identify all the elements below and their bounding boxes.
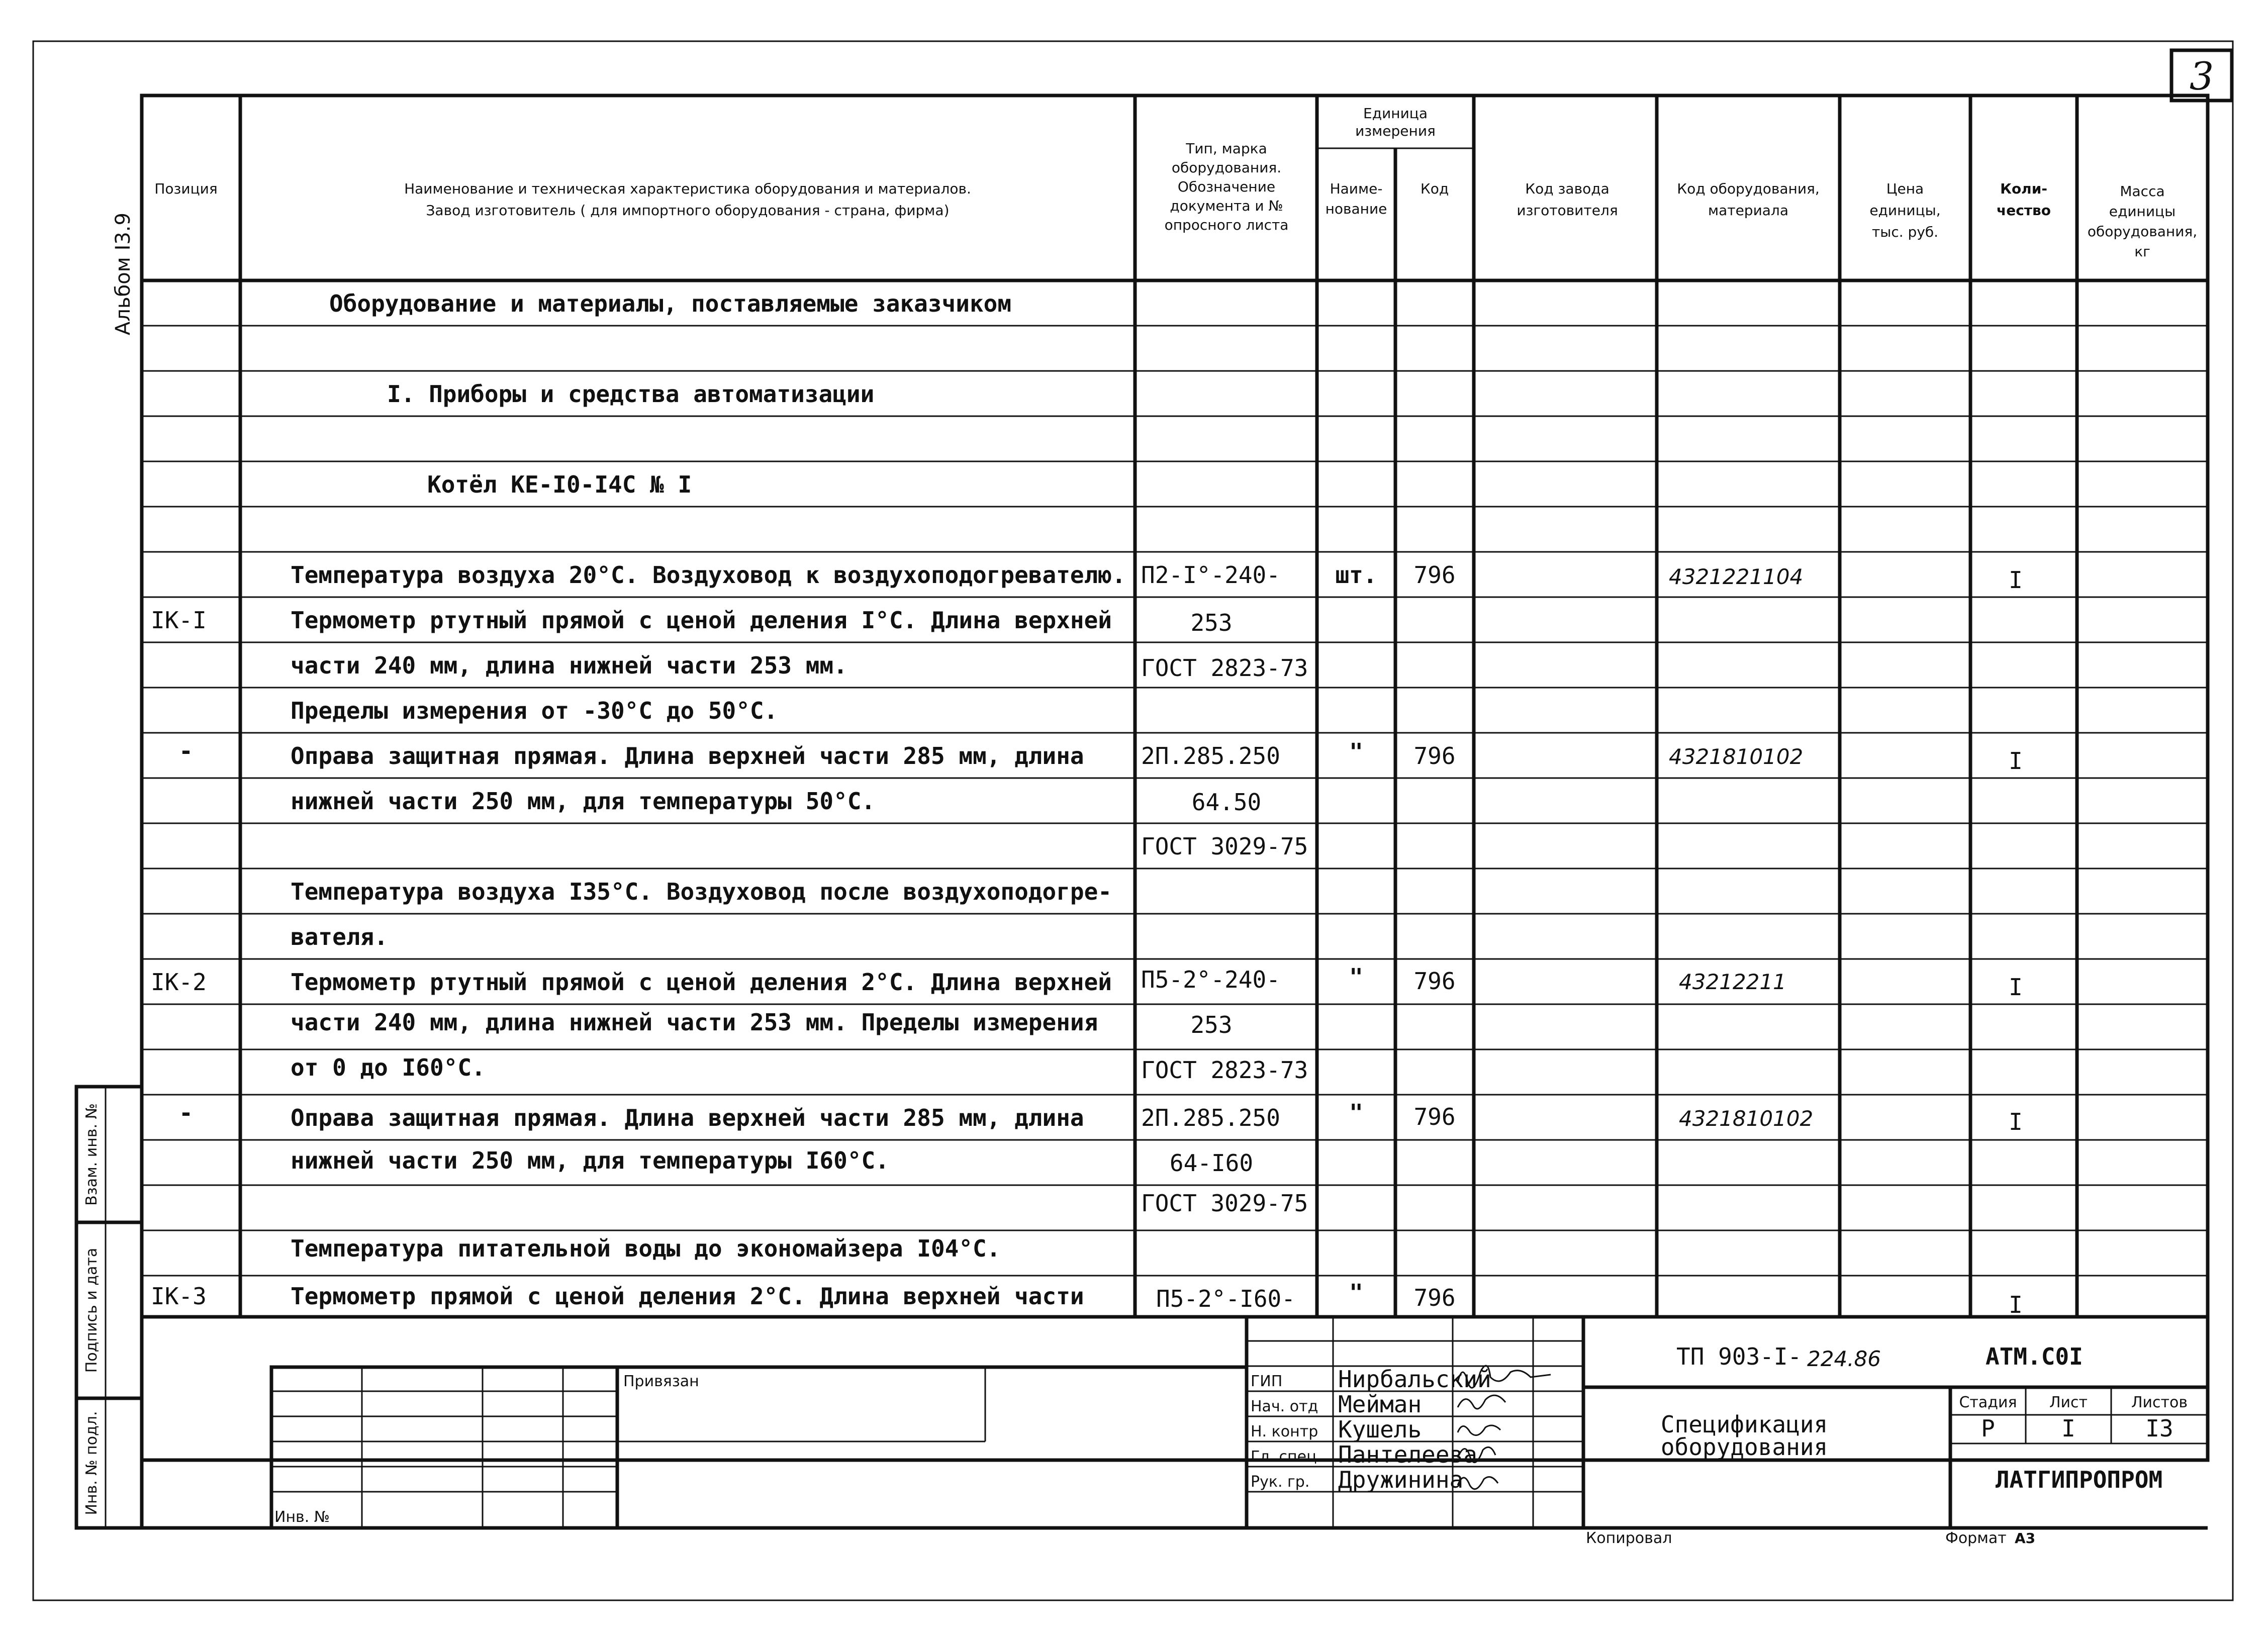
header-mass-line3: оборудования, [2087, 223, 2198, 240]
row-name: Оборудование и материалы, поставляемые заказчиком [329, 290, 1012, 317]
table-row [291, 697, 778, 724]
role-gip: ГИП [1251, 1373, 1283, 1390]
row-type: 2П.285.250 [1141, 742, 1280, 769]
header-price-line3: тыс. руб. [1871, 224, 1939, 240]
album-label: Альбом I3.9 [112, 213, 135, 335]
signature-n-kontr [1458, 1425, 1500, 1435]
header-unit-line2: измерения [1355, 123, 1436, 139]
row-code: 796 [1413, 968, 1456, 995]
row-type: 253 [1190, 1011, 1233, 1038]
table-row [1141, 833, 1308, 860]
sheet-label: Лист [2049, 1394, 2088, 1411]
side-stamp-vzam: Взам. инв. № [83, 1103, 101, 1206]
table-row [291, 561, 2023, 594]
row-name: Температура воздуха I35°С. Воздуховод после воздухоподогре- [291, 878, 1112, 905]
row-name: Термометр прямой с ценой деления 2°С. Длина верхней части [291, 1283, 1084, 1310]
header-unit-name-line2: нование [1325, 201, 1387, 217]
row-equip: 4321221104 [1669, 564, 1804, 589]
header-mass-line1: Масса [2120, 183, 2165, 200]
row-name: Пределы измерения от -30°С до 50°С. [291, 697, 778, 724]
row-name: от 0 до I60°С. [291, 1054, 486, 1081]
header-price-line1: Цена [1886, 180, 1924, 197]
row-qty: I [2009, 566, 2023, 594]
row-equip: 4321810102 [1679, 1106, 1814, 1131]
name-gl-spec: Пантелеева [1338, 1441, 1477, 1468]
header-type-line1: Тип, марка [1186, 140, 1267, 157]
row-equip: 4321810102 [1669, 744, 1804, 769]
header-mass-line2: единицы [2109, 203, 2176, 220]
header-type-line3: Обозначение [1177, 178, 1276, 195]
row-qty: I [2009, 1291, 2023, 1318]
name-ruk-gr: Дружинина [1338, 1466, 1464, 1493]
row-name: Оправа защитная прямая. Длина верхней части 285 мм, длина [291, 742, 1084, 769]
header-equip-code-line2: материала [1708, 202, 1789, 219]
role-gl-spec: Гл. спец. [1251, 1448, 1322, 1466]
table-row [291, 923, 388, 950]
doc-code-prefix: ТП 903-I- [1676, 1343, 1802, 1370]
row-pos: - [179, 737, 193, 764]
format-value: А3 [2015, 1530, 2036, 1547]
row-unit: " [1349, 963, 1363, 991]
doc-title-line2: оборудования [1660, 1433, 1828, 1461]
format-label: Формат [1945, 1529, 2007, 1547]
doc-mark: АТМ.С0I [1986, 1343, 2083, 1370]
table-row [291, 878, 1112, 905]
table-row [291, 1054, 1308, 1084]
table-row [387, 380, 874, 408]
table-row [151, 1279, 2023, 1318]
signature-nach-otd [1458, 1395, 1505, 1409]
row-unit: " [1349, 1279, 1363, 1306]
sheet-number: 3 [2189, 54, 2214, 99]
row-name: вателя. [291, 923, 388, 950]
table-row [291, 788, 1261, 816]
header-type-line5: опросного листа [1164, 217, 1289, 233]
row-unit: " [1349, 1099, 1363, 1126]
table-row [179, 1099, 2023, 1135]
side-stamp [76, 1087, 142, 1528]
table-row [1141, 1190, 1308, 1217]
row-name: части 240 мм, длина нижней части 253 мм. [291, 652, 847, 679]
role-n-kontr: Н. контр [1251, 1423, 1318, 1440]
header-plant-code-line1: Код завода [1525, 180, 1610, 197]
header-type-line2: оборудования. [1171, 159, 1282, 176]
table-row [151, 963, 2023, 1001]
row-qty: I [2009, 974, 2023, 1001]
name-gip: Ниpбальский [1338, 1366, 1491, 1393]
table-row [291, 1009, 1233, 1038]
side-stamp-podpis: Подпись и дата [83, 1247, 101, 1373]
row-name: Оправа защитная прямая. Длина верхней части 285 мм, длина [291, 1104, 1084, 1131]
role-nach-otd: Нач. отд [1251, 1398, 1318, 1415]
row-qty: I [2009, 1108, 2023, 1135]
row-code: 796 [1413, 742, 1456, 769]
inv-no-label: Инв. № [274, 1508, 330, 1526]
row-name: Термометр ртутный прямой с ценой деления I°С. Длина верхней [291, 607, 1112, 634]
signature-ruk-gr [1458, 1477, 1498, 1489]
header-plant-code-line2: изготовителя [1517, 202, 1618, 219]
row-type: 64-I60 [1169, 1149, 1254, 1177]
header-name-line1: Наименование и техническая характеристика оборудования и материалов. [404, 180, 971, 197]
table-row [151, 607, 1233, 636]
row-type: ГОСТ 2823-73 [1141, 654, 1308, 682]
row-pos: IК-2 [151, 969, 207, 996]
stage-value: Р [1981, 1415, 1995, 1442]
row-unit: " [1349, 738, 1363, 765]
row-pos: - [179, 1099, 193, 1126]
table-header [154, 105, 2197, 260]
header-price-line2: единицы, [1869, 202, 1941, 219]
row-type: 253 [1190, 609, 1233, 636]
sheet-value: I [2061, 1415, 2075, 1442]
row-name: Температура воздуха 20°С. Воздуховод к воздухоподогревателю. [291, 561, 1126, 589]
table-row [291, 1235, 1000, 1262]
doc-title-line1: Спецификация [1660, 1411, 1828, 1438]
header-equip-code-line1: Код оборудования, [1677, 180, 1820, 197]
row-name: нижней части 250 мм, для температуры I60°С. [291, 1147, 889, 1174]
copied-label: Копировал [1586, 1529, 1672, 1547]
header-unit-line1: Единица [1363, 105, 1428, 122]
side-stamp-inv: Инв. № подл. [83, 1411, 101, 1515]
sheets-label: Листов [2131, 1394, 2188, 1411]
row-name: I. Приборы и средства автоматизации [387, 380, 875, 408]
row-code: 796 [1413, 1284, 1456, 1311]
stage-label: Стадия [1959, 1394, 2017, 1411]
sheets-value: I3 [2145, 1415, 2174, 1442]
header-type-line4: документа и № [1170, 198, 1283, 214]
header-qty-line2: чество [1997, 202, 2051, 219]
row-equip: 43212211 [1679, 970, 1786, 994]
header-qty-line1: Коли- [2000, 180, 2047, 197]
table-row [427, 471, 692, 498]
header-name-line2: Завод изготовитель ( для импортного оборудования - страна, фирма) [426, 202, 950, 219]
header-unit-name-line1: Наиме- [1330, 180, 1383, 197]
header-mass-line4: кг [2134, 243, 2150, 260]
row-code: 796 [1413, 1103, 1456, 1130]
row-type: 2П.285.250 [1141, 1104, 1280, 1131]
role-ruk-gr: Рук. гр. [1251, 1473, 1310, 1491]
row-unit: шт. [1335, 561, 1377, 589]
row-pos: IК-I [151, 607, 207, 634]
doc-code-hand: 224.86 [1807, 1346, 1881, 1371]
title-block [142, 1317, 2208, 1547]
row-type: П5-2°-240- [1141, 966, 1280, 993]
header-unit-code: Код [1420, 180, 1449, 197]
row-name: части 240 мм, длина нижней части 253 мм. Пределы измерения [291, 1009, 1098, 1036]
row-qty: I [2009, 747, 2023, 775]
row-type: ГОСТ 2823-73 [1141, 1056, 1308, 1084]
name-n-kontr: Кушель [1338, 1416, 1422, 1443]
row-pos: IК-3 [151, 1283, 207, 1310]
privyazan-label: Привязан [623, 1373, 699, 1390]
table-body [151, 290, 2023, 1318]
row-type: ГОСТ 3029-75 [1141, 833, 1308, 860]
row-name: нижней части 250 мм, для температуры 50°С. [291, 788, 876, 815]
row-type: 64.50 [1191, 789, 1262, 816]
header-position: Позиция [154, 180, 218, 197]
table-row [329, 290, 1011, 317]
table-row [291, 1147, 1253, 1177]
row-code: 796 [1413, 561, 1456, 589]
row-name: Термометр ртутный прямой с ценой деления 2°С. Длина верхней [291, 969, 1112, 996]
table-row [179, 737, 2023, 775]
table-row [291, 652, 1308, 682]
name-nach-otd: Мейман [1338, 1391, 1422, 1418]
row-type: П2-I°-240- [1141, 561, 1280, 589]
row-type: П5-2°-I60- [1156, 1285, 1295, 1312]
row-name: Котёл КЕ-I0-I4С № I [427, 471, 692, 498]
row-name: Температура питательной воды до экономайзера I04°С. [291, 1235, 1001, 1262]
org-name: ЛАТГИПРОПРОМ [1995, 1466, 2163, 1493]
row-type: ГОСТ 3029-75 [1141, 1190, 1308, 1217]
